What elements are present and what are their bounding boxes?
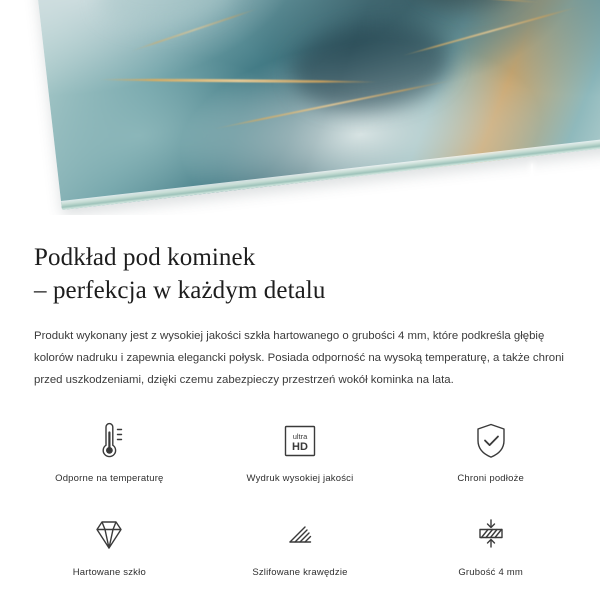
feature-label: Hartowane szkło bbox=[72, 566, 146, 578]
feature-item-temperature bbox=[14, 418, 205, 502]
feature-label: Grubość 4 mm bbox=[458, 566, 524, 578]
description-paragraph: Produkt wykonany jest z wysokiej jakości szkła hartowanego o grubości 4 mm, które podkreśla głębię kolorów nadruku i zapewnia elegancki połysk. Posiada odporność na wysoką temperaturę, a także chroni przed uszkodzeniami, dzięki czemu zabezpieczy przestrzeń wokół kominka na lata. bbox=[34, 330, 564, 387]
sparkle-icon bbox=[515, 163, 549, 197]
feature-item-thickness bbox=[395, 512, 586, 596]
feature-item-polished-edges bbox=[205, 512, 396, 596]
shield-check-icon bbox=[470, 418, 512, 464]
feature-label: Odporne na temperaturę bbox=[55, 472, 164, 484]
page-title-line2: – perfekcja w każdym detalu bbox=[34, 277, 326, 304]
feature-item-tempered-glass bbox=[14, 512, 205, 596]
glass-panel bbox=[34, 0, 600, 210]
ultra-hd-icon bbox=[279, 418, 321, 464]
page-title-line1: Podkład pod kominek bbox=[34, 244, 256, 271]
feature-item-protects-surface bbox=[395, 418, 586, 502]
hero-image bbox=[0, 0, 600, 215]
svg-text:ultra: ultra bbox=[292, 431, 308, 441]
text-content bbox=[0, 241, 600, 392]
svg-text:HD: HD bbox=[292, 440, 308, 453]
thermometer-icon bbox=[88, 418, 130, 464]
polished-edges-icon bbox=[278, 512, 322, 558]
feature-label: Chroni podłoże bbox=[457, 472, 525, 484]
feature-label: Szlifowane krawędzie bbox=[252, 566, 348, 578]
feature-grid bbox=[0, 418, 600, 596]
thickness-arrows-icon bbox=[469, 512, 513, 558]
page-title bbox=[34, 241, 566, 307]
diamond-icon bbox=[87, 512, 131, 558]
sparkle-icon bbox=[545, 183, 563, 201]
feature-label: Wydruk wysokiej jakości bbox=[246, 472, 354, 484]
feature-item-print-quality bbox=[205, 418, 396, 502]
